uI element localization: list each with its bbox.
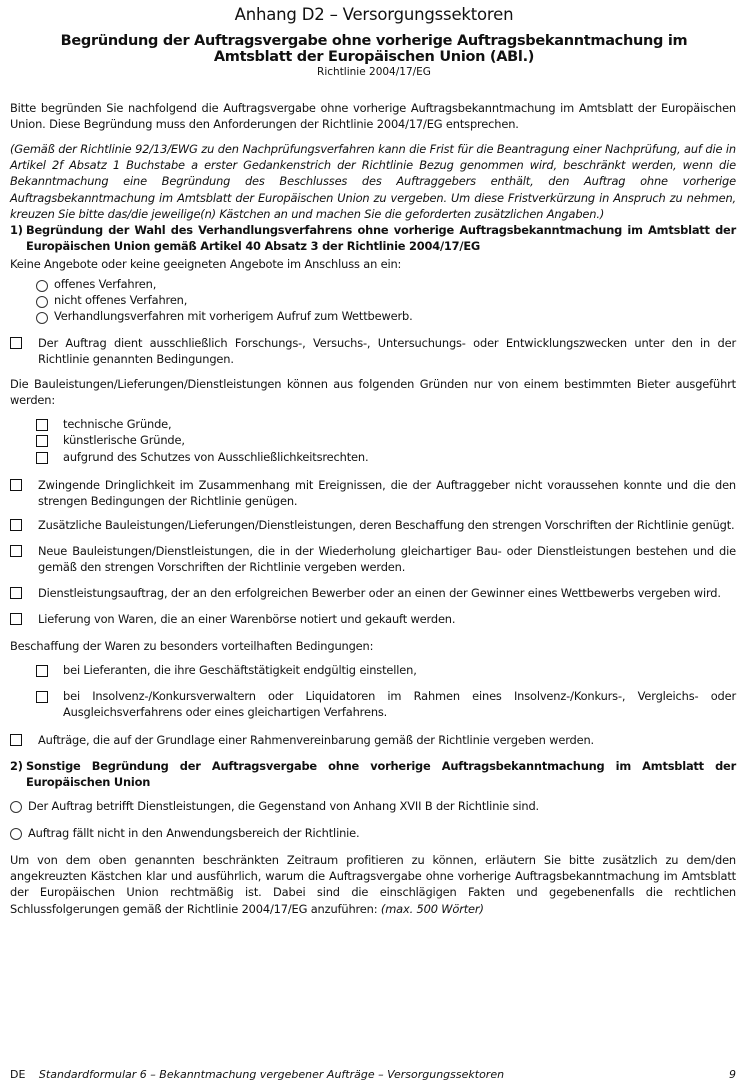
checkbox[interactable]: [10, 734, 22, 746]
section-1-heading: [10, 222, 736, 254]
explanation-instructions: [10, 852, 736, 917]
advantageous-terms-label: Beschaffung der Waren zu besonders vorteilhaften Bedingungen:: [10, 639, 374, 653]
option-label: Aufträge, die auf der Grundlage einer Rahmenvereinbarung gemäß der Richtlinie vergeben werden.: [38, 733, 595, 747]
subtitle-line-2: Amtsblatt der Europäischen Union (ABl.): [213, 49, 535, 65]
single-bidder-label: Die Bauleistungen/Lieferungen/Dienstleistungen können aus folgenden Gründen nur von einem bestimmten Bieter ausgeführt werden:: [10, 377, 736, 408]
new-works-option[interactable]: [10, 543, 736, 575]
subtitle-line-1: Begründung der Auftragsvergabe ohne vorherige Auftragsbekanntmachung im: [60, 33, 688, 49]
outside-scope-option[interactable]: [10, 825, 736, 841]
checkbox[interactable]: [36, 419, 48, 431]
checkbox[interactable]: [36, 435, 48, 447]
research-option[interactable]: [10, 335, 736, 367]
radio-button[interactable]: [10, 828, 22, 840]
radio-button[interactable]: [10, 801, 22, 813]
section-1-title: Begründung der Wahl des Verhandlungsverfahrens ohne vorherige Auftragsbekanntmachung im Amtsblatt der Europäischen Union gemäß Artikel 40 Absatz 3 der Richtlinie 2004/17/EG: [26, 223, 736, 253]
option-label: bei Insolvenz-/Konkursverwaltern oder Liquidatoren im Rahmen eines Insolvenz-/Konkurs-, Vergleichs- oder Ausgleichsverfahrens oder eines gleichartigen Verfahrens.: [63, 689, 736, 719]
exclusive-rights-option[interactable]: [36, 450, 736, 466]
word-limit: (max. 500 Wörter): [380, 901, 484, 916]
intro-text: Bitte begründen Sie nachfolgend die Auftragsvergabe ohne vorherige Auftragsbekanntmachung im Amtsblatt der Europäischen Union. Diese Begründung muss den Anforderungen der Richtlinie 2004/17/EG entsprechen.: [10, 101, 736, 132]
option-label: Der Auftrag dient ausschließlich Forschungs-, Versuchs-, Untersuchungs- oder Entwicklungszwecken unter den in der Richtlinie genannten Bedingungen.: [38, 336, 736, 366]
option-label: Zusätzliche Bauleistungen/Lieferungen/Dienstleistungen, deren Beschaffung den strengen Vorschriften der Richtlinie genügt.: [38, 518, 735, 532]
option-label: nicht offenes Verfahren,: [54, 293, 188, 307]
checkbox[interactable]: [10, 545, 22, 557]
option-label: offenes Verfahren,: [54, 277, 157, 291]
legal-note-text: (Gemäß der Richtlinie 92/13/EWG zu den Nachprüfungsverfahren kann die Frist für die Beantragung einer Nachprüfung, auf die in Artikel 2f Absatz 1 Buchstabe a erster Gedankenstrich der Richtlinie Bezug genommen wird, beschränkt werden, wenn die Bekanntmachung eine Begründung des Beschlusses des Auftraggebers enthält, den Auftrag ohne vorherige Auftragsbekanntmachung im Amtsblatt der Europäischen Union zu vergeben. Um diese Fristverkürzung in Anspruch zu nehmen, kreuzen Sie bitte das/die jeweilige(n) Kästchen an und machen Sie die geforderten zusätzlichen Angaben.): [10, 142, 736, 221]
urgency-option[interactable]: [10, 477, 736, 509]
annex-title: Anhang D2 – Versorgungssektoren: [234, 5, 514, 24]
section-2-heading: [10, 758, 736, 790]
framework-agreement-option[interactable]: [10, 732, 736, 748]
option-label: Auftrag fällt nicht in den Anwendungsbereich der Richtlinie.: [28, 826, 360, 840]
option-label: Zwingende Dringlichkeit im Zusammenhang mit Ereignissen, die der Auftraggeber nicht voraussehen konnte und die den strengen Bedingungen der Richtlinie genügen.: [38, 478, 736, 508]
option-label: aufgrund des Schutzes von Ausschließlichkeitsrechten.: [63, 450, 369, 464]
checkbox[interactable]: [10, 337, 22, 349]
directive-label: Richtlinie 2004/17/EG: [317, 66, 431, 78]
procedure-option-open[interactable]: [36, 277, 736, 293]
section-1-number: 1): [10, 223, 23, 237]
language-code: DE: [10, 1068, 26, 1081]
page-footer: [10, 1068, 736, 1081]
checkbox[interactable]: [36, 452, 48, 464]
option-label: bei Lieferanten, die ihre Geschäftstätigkeit endgültig einstellen,: [63, 663, 417, 677]
section-2-title: Sonstige Begründung der Auftragsvergabe ohne vorherige Auftragsbekanntmachung im Amtsblatt der Europäischen Union: [26, 759, 736, 789]
no-offers-label: Keine Angebote oder keine geeigneten Angebote im Anschluss an ein:: [10, 257, 402, 271]
radio-button[interactable]: [36, 312, 48, 324]
form-subtitle: [0, 33, 748, 65]
option-label: Verhandlungsverfahren mit vorherigem Aufruf zum Wettbewerb.: [54, 309, 413, 323]
checkbox[interactable]: [10, 479, 22, 491]
radio-button[interactable]: [36, 296, 48, 308]
option-label: Dienstleistungsauftrag, der an den erfolgreichen Bewerber oder an einen der Gewinner eines Wettbewerbs vergeben wird.: [38, 586, 721, 600]
page-number: 9: [729, 1068, 736, 1081]
technical-reasons-option[interactable]: [36, 417, 736, 433]
radio-button[interactable]: [36, 280, 48, 292]
checkbox[interactable]: [10, 587, 22, 599]
commodity-market-option[interactable]: [10, 611, 736, 627]
design-contest-option[interactable]: [10, 585, 736, 601]
annex-xvii-b-option[interactable]: [10, 798, 736, 814]
section-2-number: 2): [10, 759, 23, 773]
option-label: technische Gründe,: [63, 417, 172, 431]
insolvency-option[interactable]: [36, 689, 736, 720]
form-name: Standardformular 6 – Bekanntmachung vergebener Aufträge – Versorgungssektoren: [38, 1068, 505, 1081]
checkbox[interactable]: [10, 519, 22, 531]
option-label: Lieferung von Waren, die an einer Warenbörse notiert und gekauft werden.: [38, 612, 456, 626]
artistic-reasons-option[interactable]: [36, 433, 736, 449]
checkbox[interactable]: [36, 691, 48, 703]
procedure-option-restricted[interactable]: [36, 293, 736, 309]
intro-paragraph: [10, 100, 736, 132]
option-label: Der Auftrag betrifft Dienstleistungen, die Gegenstand von Anhang XVII B der Richtlinie sind.: [28, 799, 540, 813]
option-label: künstlerische Gründe,: [63, 433, 185, 447]
procedure-option-negotiated[interactable]: [36, 309, 736, 325]
checkbox[interactable]: [36, 665, 48, 677]
option-label: Neue Bauleistungen/Dienstleistungen, die in der Wiederholung gleichartiger Bau- oder Dienstleistungen bestehen und die gemäß den strengen Vorschriften der Richtlinie vergeben werden.: [38, 544, 736, 574]
ceasing-business-option[interactable]: [36, 663, 736, 679]
checkbox[interactable]: [10, 613, 22, 625]
explanation-text: Um von dem oben genannten beschränkten Zeitraum profitieren zu können, erläutern Sie bitte zusätzlich zu dem/den angekreuzten Kästchen klar und ausführlich, warum die Auftragsvergabe ohne vorherige Auftragsbekanntmachung im Amtsblatt der Europäischen Union rechtmäßig ist. Dabei sind die einschlägigen Fakten und gegebenenfalls die rechtlichen Schlussfolgerungen gemäß der Richtlinie 2004/17/EG anzuführen:: [10, 853, 736, 916]
legal-note: [10, 141, 736, 222]
additional-supplies-option[interactable]: [10, 517, 736, 533]
